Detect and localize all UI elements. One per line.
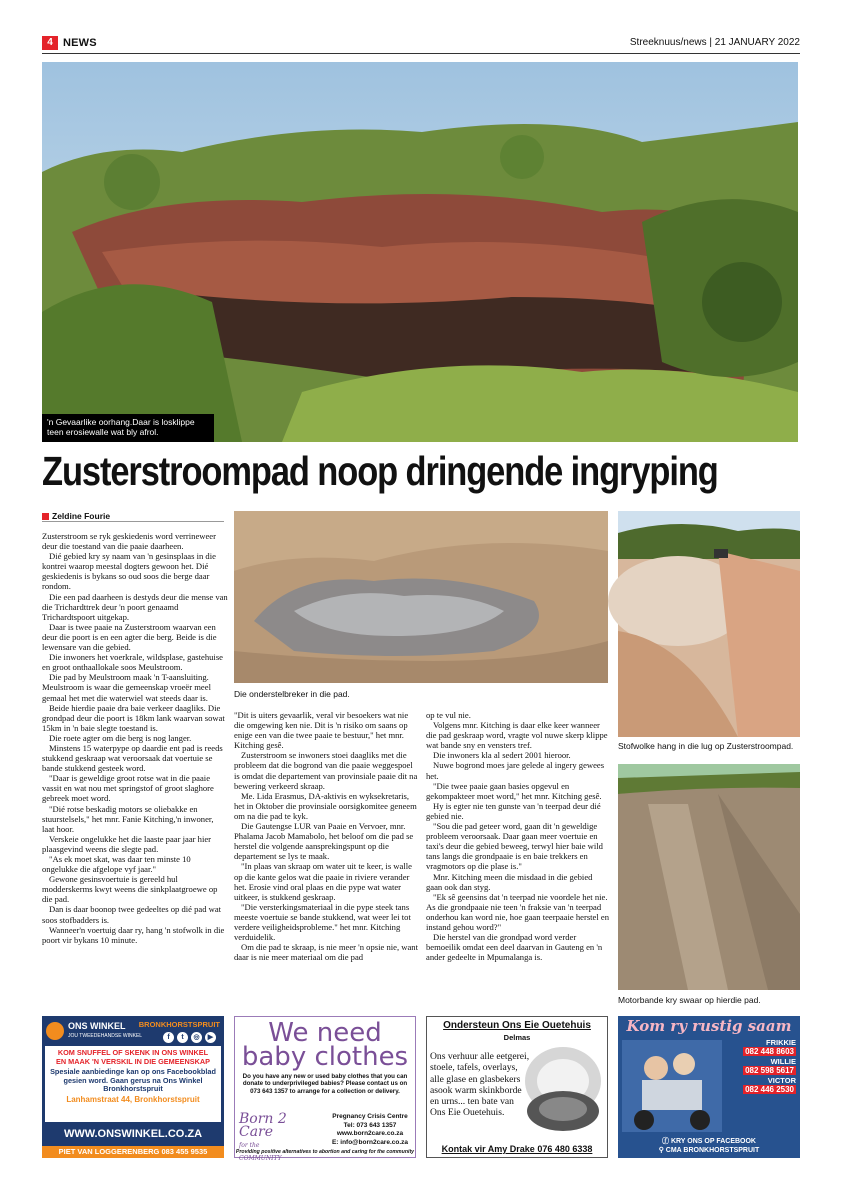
contact-phone: 082 598 5617: [745, 1066, 794, 1075]
paragraph: Dié gebied kry sy naam van 'n gesinsplaas in die kontrei waarop meestal dogters gewoon het. Dié geskiedenis is bykans so oud soos die berge daar rondom.: [42, 551, 216, 592]
photo-rock-in-road: [234, 511, 608, 683]
ad-body: Ons verhuur alle eetgerei, stoele, tafels, overlays, alle glase en glasbekers asook warm skinkborde en urns... ten bate van Ons Eie Ouetehuis.: [430, 1051, 530, 1119]
article-column-1: [42, 531, 228, 945]
ad-ouetehuis[interactable]: [426, 1016, 608, 1158]
byline: [42, 511, 224, 522]
ad-address: Lanhamstraat 44, Bronkhorstspruit: [66, 1094, 200, 1104]
photo-dust-cloud: [618, 511, 800, 737]
facebook-icon[interactable]: f: [163, 1032, 174, 1043]
paragraph: Die Gautengse LUR van Paaie en Vervoer, mnr. Phalama Jacob Mamabolo, het beloof om die pad se herstel die volgende aansprekingspunt op die departement se lys te maak.: [234, 821, 414, 862]
paragraph: Beide hierdie paaie dra baie verkeer daagliks. Die grondpad deur die poort is 18km lank waarvan sowat 15km in 'n baie slegte toestand is.: [42, 702, 225, 733]
ad-line: KOM SNUFFEL OF SKENK IN ONS WINKEL: [57, 1048, 209, 1057]
photo-rocky-road: [618, 764, 800, 990]
instagram-icon[interactable]: ◎: [191, 1032, 202, 1043]
paragraph: Me. Lida Erasmus, DA-aktivis en wyksekretaris, het in Oktober die provinsiale oorsigkomitee geneem om na die pad te kyk.: [234, 790, 417, 821]
paragraph: Die pad by Meulstroom maak 'n T-aansluiting. Meulstroom is waar die gemeenskap vroeër meel gemaal het met die waterwiel wat steeds daar is.: [42, 672, 211, 703]
contact-name: FRIKKIE: [766, 1038, 796, 1047]
facebook-icon: ⓕ: [661, 1138, 671, 1145]
paragraph: op te vul nie.: [426, 710, 471, 720]
paragraph: Hy is egter nie ten gunste van 'n teerpad deur dié gebied nie.: [426, 800, 601, 821]
paragraph: "In plaas van skraap om water uit te keer, is walle op die kante gelos wat die paaie in riviere verander het. Erosie vind oral plaas en die pype wat water uitkeer, is stukkend geskraap.: [234, 861, 412, 902]
ad-title: Kom ry rustig saam: [626, 1017, 792, 1035]
ad-contact-info: Pregnancy Crisis Centre Tel: 073 643 1357 www.born2care.co.za E: info@born2care.co.za: [331, 1113, 409, 1146]
paragraph: Nuwe bogrond moes jare gelede al ingery gewees het.: [426, 760, 605, 781]
ad-brand: ONS WINKEL JOU TWEEDEHANDSE WINKEL: [68, 1021, 143, 1039]
ad-website[interactable]: WWW.ONSWINKEL.CO.ZA: [63, 1128, 203, 1140]
plates-illustration: [523, 1041, 603, 1137]
paragraph: Die een pad daarheen is destyds deur die mense van die Trichardttrek deur 'n poort genaamd Trichardtspoort uitgekap.: [42, 591, 228, 622]
ad-footer: [618, 1137, 800, 1155]
ad-ons-winkel-body: [45, 1046, 221, 1122]
ad-place: Delmas: [503, 1033, 531, 1042]
ad-footer-line: CMA BRONKHORSTSPRUIT: [665, 1147, 760, 1154]
ad-line: EN MAAK 'N VERSKIL IN DIE GEMEENSKAP: [55, 1056, 211, 1066]
ad-title-line2: baby clothes: [241, 1042, 409, 1072]
paragraph: Gewone gesinsvoertuie is gereeld hul modderskerms kwyt weens die sinkplaatgroewe op die pad.: [42, 874, 218, 905]
byline-author: Zeldine Fourie: [52, 511, 111, 521]
paragraph: "Dit is uiters gevaarlik, veral vir besoekers wat nie die omgewing ken nie. Dit is 'n risiko om saans op enige een van die twee paaie te bestuur," het mnr. Kitching gesê.: [234, 710, 409, 751]
section-label: NEWS: [63, 37, 97, 49]
paragraph: Zusterstroom se ryk geskiedenis word verrineweer deur die toestand van die paaie daarheen.: [42, 531, 216, 552]
paragraph: Volgens mnr. Kitching is daar elke keer wanneer die pad geskraap word, vragte vol nuwe skerp klippe wat bande sny en vensters tref.: [426, 720, 608, 751]
ad-footer: Providing positive alternatives to abortion and caring for the community: [235, 1149, 415, 1155]
twitter-icon[interactable]: t: [177, 1032, 188, 1043]
contact-name: VICTOR: [767, 1076, 796, 1085]
paragraph: Om die pad te skraap, is nie meer 'n opsie nie, want daar is nie meer materiaal om die pad: [234, 942, 418, 963]
ad-contacts: [743, 1038, 796, 1095]
ad-contact: PIET VAN LOGGERENBERG 083 455 9535: [42, 1146, 224, 1158]
paragraph: Mnr. Kitching meen die misdaad in die gebied gaan ook dan styg.: [426, 871, 593, 892]
paragraph: "Die versterkingsmateriaal in die pype steek tans meeste voertuie se bande stukkend, wat weer lei tot verdere veiligheidsprobleme." het mnr. Kitching verduidelik.: [234, 901, 411, 943]
hero-photo-cliff: [42, 62, 798, 442]
paragraph: "Die twee paaie gaan basies opgevul en gekompakteer moet word," het mnr. Kitching gesê.: [426, 780, 602, 801]
paragraph: Die inwoners het voerkrale, wildsplase, gastehuise en groot onthaallokale soos Meulstroom.: [42, 652, 223, 673]
paragraph: "Daar is geweldige groot rotse wat in die paaie vassit en wat nou met springstof of groot slaghore gebreek moet word.: [42, 773, 214, 804]
youtube-icon[interactable]: ▶: [205, 1032, 216, 1043]
hand-logo-icon: [46, 1022, 64, 1040]
contact-phone: 082 446 2530: [745, 1085, 794, 1094]
born2care-logo: Born 2 Care for the COMMUNITY: [239, 1111, 287, 1162]
article-column-3: [426, 710, 610, 962]
page-header: [42, 36, 800, 50]
ad-ons-winkel[interactable]: [42, 1016, 224, 1158]
paragraph: Zusterstroom se inwoners stoei daagliks met die probleem dat die bogrond van die paaie weggespoel is omdat die departement van provinsiale paaie dit na bewering verkeerd skraap.: [234, 750, 418, 791]
hero-caption: 'n Gevaarlike oorhang.Daar is losklippe teen erosiewalle wat bly afrol.: [42, 414, 214, 442]
paragraph: "Ek sê geensins dat 'n teerpad nie voordele het nie. As die grondpaaie nie teen 'n fraksie van 'n teerpad onderhou kan word nie, hoe gaan teerpaaie herstel en instand gehou word?": [426, 891, 610, 932]
paragraph: Die inwoners kla al sedert 2001 hieroor.: [433, 750, 571, 761]
byline-marker: [42, 513, 49, 520]
header-divider: [42, 53, 800, 54]
ad-footer-line: KRY ONS OP FACEBOOK: [670, 1138, 756, 1145]
paragraph: Verskeie ongelukke het die laaste paar jaar hier plaasgevind weens die slegte pad.: [42, 833, 212, 854]
paragraph: "As ek moet skat, was daar ten minste 10 ongelukke die afgelope vyf jaar.": [42, 854, 191, 875]
contact-name: WILLIE: [770, 1057, 796, 1066]
contact-phone: 082 448 8603: [745, 1047, 794, 1056]
paragraph: Die roete agter om die berg is nog langer.: [49, 732, 192, 743]
paragraph: "Dié rotse beskadig motors se oliebakke en stuurstelsels," het mnr. Fanie Kitching,'n inwoner, laat hoor.: [42, 803, 214, 834]
ad-title: Ondersteun Ons Eie Ouetehuis: [443, 1020, 591, 1031]
article-headline: Zusterstroompad noop dringende ingryping: [42, 448, 718, 494]
ad-location: BRONKHORSTSPRUIT: [138, 1020, 220, 1029]
paragraph: "Sou die pad geteer word, gaan dit 'n geweldige probleem veroorsaak. Daar gaan meer voertuie en taxi's deur die gebied beweeg, terwyl hier baie wild tans langs die grondpaaie is en baie trekkers en vragmotors op die plase is.": [426, 821, 603, 872]
social-icons: [163, 1032, 216, 1043]
masthead-date: Streeknuus/news | 21 JANUARY 2022: [629, 37, 800, 48]
ad-body: Do you have any new or used baby clothes that you can donate to underprivileged babies? Please contact us on 073 643 1357 to arrange for a collection or delivery.: [242, 1073, 408, 1095]
caption-dust: Stofwolke hang in die lug op Zusterstroompad.: [618, 741, 794, 751]
paragraph: Wanneer'n voertuig daar ry, hang 'n stofwolk in die poort vir bykans 10 minute.: [42, 924, 225, 945]
paragraph: Minstens 15 waterpype op daardie ent pad is reeds stukkend geskraap wat veroorsaak dat voertuie se bande stukkend gesteek word.: [42, 742, 223, 774]
caption-road: Motorbande kry swaar op hierdie pad.: [618, 995, 761, 1005]
ad-line: Spesiale aanbiedinge kan op ons Facebookblad gesien word. Gaan gerus na Ons Winkel Bronkhorstspruit: [50, 1067, 216, 1094]
paragraph: Daar is twee paaie na Zusterstroom waarvan een deur die poort is en een agter die berg. Beide is die lewensare van die gebied.: [42, 621, 217, 653]
paragraph: Dan is daar boonop twee gedeeltes op dié pad wat soos stofbadders is.: [42, 904, 222, 925]
paragraph: Die herstel van die grondpad word verder bemoeilik omdat een deel daarvan in Gauteng en 'n ander gedeelte in Mpumalanga is.: [426, 932, 603, 963]
ad-baby-clothes[interactable]: [234, 1016, 416, 1162]
ad-contact: Kontak vir Amy Drake 076 480 6338: [441, 1144, 593, 1154]
caption-rock: Die onderstelbreker in die pad.: [234, 689, 350, 699]
ad-kom-ry-rustig[interactable]: [618, 1016, 800, 1158]
location-pin-icon: ⚲: [658, 1147, 666, 1154]
article-column-2: [234, 710, 418, 962]
ad-title-line1: We need: [268, 1018, 382, 1048]
page-number: 4: [42, 36, 58, 50]
motorcycle-riders-photo: [622, 1040, 722, 1132]
